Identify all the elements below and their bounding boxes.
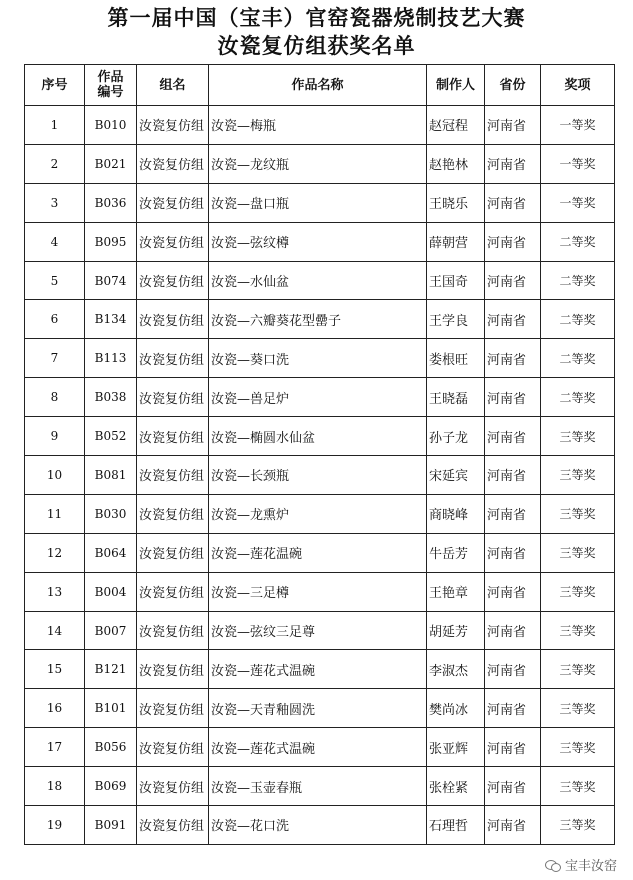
cell-group: 汝瓷复仿组 xyxy=(137,728,209,767)
header-group: 组名 xyxy=(137,65,209,106)
cell-group: 汝瓷复仿组 xyxy=(137,222,209,261)
table-row xyxy=(25,300,615,339)
cell-province: 河南省 xyxy=(485,339,541,378)
cell-name: 汝瓷—花口洗 xyxy=(209,806,427,845)
cell-code: B010 xyxy=(85,106,137,145)
cell-code: B081 xyxy=(85,456,137,495)
cell-province: 河南省 xyxy=(485,417,541,456)
cell-award: 一等奖 xyxy=(541,144,615,183)
document-title: 第一届中国（宝丰）官窑瓷器烧制技艺大赛 xyxy=(107,5,526,30)
cell-maker: 牛岳芳 xyxy=(427,533,485,572)
table-row xyxy=(25,650,615,689)
cell-idx: 14 xyxy=(25,611,85,650)
cell-code: B064 xyxy=(85,533,137,572)
cell-code: B038 xyxy=(85,378,137,417)
cell-province: 河南省 xyxy=(485,494,541,533)
cell-name: 汝瓷—玉壶春瓶 xyxy=(209,767,427,806)
cell-group: 汝瓷复仿组 xyxy=(137,261,209,300)
cell-idx: 18 xyxy=(25,767,85,806)
table-header-row xyxy=(25,65,615,106)
cell-idx: 15 xyxy=(25,650,85,689)
cell-group: 汝瓷复仿组 xyxy=(137,339,209,378)
cell-name: 汝瓷—龙熏炉 xyxy=(209,494,427,533)
table-row xyxy=(25,456,615,495)
cell-maker: 商晓峰 xyxy=(427,494,485,533)
table-row xyxy=(25,417,615,456)
cell-name: 汝瓷—龙纹瓶 xyxy=(209,144,427,183)
cell-name: 汝瓷—弦纹樽 xyxy=(209,222,427,261)
cell-group: 汝瓷复仿组 xyxy=(137,456,209,495)
cell-code: B052 xyxy=(85,417,137,456)
cell-group: 汝瓷复仿组 xyxy=(137,144,209,183)
cell-name: 汝瓷—葵口洗 xyxy=(209,339,427,378)
header-code-line2: 编号 xyxy=(97,85,124,100)
cell-code: B069 xyxy=(85,767,137,806)
cell-province: 河南省 xyxy=(485,611,541,650)
cell-group: 汝瓷复仿组 xyxy=(137,417,209,456)
cell-idx: 5 xyxy=(25,261,85,300)
cell-maker: 王学良 xyxy=(427,300,485,339)
cell-award: 三等奖 xyxy=(541,494,615,533)
cell-award: 二等奖 xyxy=(541,300,615,339)
cell-group: 汝瓷复仿组 xyxy=(137,611,209,650)
award-table xyxy=(24,64,615,845)
cell-idx: 13 xyxy=(25,572,85,611)
cell-maker: 王国奇 xyxy=(427,261,485,300)
cell-province: 河南省 xyxy=(485,572,541,611)
table-row xyxy=(25,144,615,183)
cell-award: 二等奖 xyxy=(541,261,615,300)
cell-code: B036 xyxy=(85,183,137,222)
header-code xyxy=(85,65,137,106)
cell-province: 河南省 xyxy=(485,533,541,572)
cell-group: 汝瓷复仿组 xyxy=(137,378,209,417)
cell-group: 汝瓷复仿组 xyxy=(137,300,209,339)
cell-maker: 赵艳林 xyxy=(427,144,485,183)
cell-province: 河南省 xyxy=(485,806,541,845)
cell-name: 汝瓷—弦纹三足尊 xyxy=(209,611,427,650)
cell-idx: 11 xyxy=(25,494,85,533)
cell-maker: 李淑杰 xyxy=(427,650,485,689)
table-row xyxy=(25,728,615,767)
cell-name: 汝瓷—兽足炉 xyxy=(209,378,427,417)
cell-province: 河南省 xyxy=(485,300,541,339)
cell-code: B056 xyxy=(85,728,137,767)
cell-award: 三等奖 xyxy=(541,728,615,767)
table-row xyxy=(25,806,615,845)
table-row xyxy=(25,183,615,222)
cell-code: B074 xyxy=(85,261,137,300)
cell-province: 河南省 xyxy=(485,261,541,300)
cell-province: 河南省 xyxy=(485,456,541,495)
cell-idx: 12 xyxy=(25,533,85,572)
cell-award: 三等奖 xyxy=(541,767,615,806)
cell-idx: 3 xyxy=(25,183,85,222)
cell-maker: 王晓乐 xyxy=(427,183,485,222)
cell-idx: 1 xyxy=(25,106,85,145)
cell-province: 河南省 xyxy=(485,728,541,767)
header-province: 省份 xyxy=(485,65,541,106)
header-name: 作品名称 xyxy=(209,65,427,106)
cell-code: B021 xyxy=(85,144,137,183)
cell-award: 二等奖 xyxy=(541,378,615,417)
cell-idx: 19 xyxy=(25,806,85,845)
cell-idx: 6 xyxy=(25,300,85,339)
cell-award: 三等奖 xyxy=(541,456,615,495)
cell-award: 三等奖 xyxy=(541,806,615,845)
cell-award: 二等奖 xyxy=(541,222,615,261)
cell-code: B101 xyxy=(85,689,137,728)
cell-maker: 赵冠程 xyxy=(427,106,485,145)
cell-idx: 8 xyxy=(25,378,85,417)
cell-name: 汝瓷—莲花式温碗 xyxy=(209,728,427,767)
cell-idx: 17 xyxy=(25,728,85,767)
table-row xyxy=(25,572,615,611)
table-row xyxy=(25,767,615,806)
cell-name: 汝瓷—莲花温碗 xyxy=(209,533,427,572)
table-row xyxy=(25,611,615,650)
cell-maker: 娄根旺 xyxy=(427,339,485,378)
cell-maker: 薛朝营 xyxy=(427,222,485,261)
header-award: 奖项 xyxy=(541,65,615,106)
document-subtitle: 汝瓷复仿组获奖名单 xyxy=(217,33,416,58)
cell-province: 河南省 xyxy=(485,183,541,222)
table-row xyxy=(25,494,615,533)
cell-award: 三等奖 xyxy=(541,417,615,456)
cell-maker: 孙子龙 xyxy=(427,417,485,456)
table-row xyxy=(25,533,615,572)
cell-name: 汝瓷—梅瓶 xyxy=(209,106,427,145)
cell-code: B113 xyxy=(85,339,137,378)
cell-idx: 2 xyxy=(25,144,85,183)
cell-maker: 樊尚冰 xyxy=(427,689,485,728)
cell-code: B007 xyxy=(85,611,137,650)
cell-maker: 石理哲 xyxy=(427,806,485,845)
cell-name: 汝瓷—水仙盆 xyxy=(209,261,427,300)
cell-group: 汝瓷复仿组 xyxy=(137,689,209,728)
cell-award: 一等奖 xyxy=(541,183,615,222)
cell-group: 汝瓷复仿组 xyxy=(137,533,209,572)
cell-group: 汝瓷复仿组 xyxy=(137,106,209,145)
cell-name: 汝瓷—盘口瓶 xyxy=(209,183,427,222)
cell-idx: 7 xyxy=(25,339,85,378)
watermark-text: 宝丰汝窑 xyxy=(564,859,617,874)
cell-group: 汝瓷复仿组 xyxy=(137,183,209,222)
table-row xyxy=(25,261,615,300)
cell-province: 河南省 xyxy=(485,222,541,261)
table-row xyxy=(25,222,615,261)
cell-idx: 9 xyxy=(25,417,85,456)
header-idx: 序号 xyxy=(25,65,85,106)
cell-name: 汝瓷—六瓣葵花型罍子 xyxy=(209,300,427,339)
cell-province: 河南省 xyxy=(485,689,541,728)
cell-award: 三等奖 xyxy=(541,572,615,611)
header-code-line1: 作品 xyxy=(97,70,124,85)
cell-maker: 王晓磊 xyxy=(427,378,485,417)
cell-code: B095 xyxy=(85,222,137,261)
cell-group: 汝瓷复仿组 xyxy=(137,650,209,689)
cell-province: 河南省 xyxy=(485,144,541,183)
cell-code: B121 xyxy=(85,650,137,689)
cell-award: 一等奖 xyxy=(541,106,615,145)
cell-name: 汝瓷—莲花式温碗 xyxy=(209,650,427,689)
cell-name: 汝瓷—长颈瓶 xyxy=(209,456,427,495)
cell-idx: 10 xyxy=(25,456,85,495)
table-row xyxy=(25,689,615,728)
cell-maker: 王艳章 xyxy=(427,572,485,611)
cell-code: B030 xyxy=(85,494,137,533)
cell-province: 河南省 xyxy=(485,378,541,417)
cell-group: 汝瓷复仿组 xyxy=(137,806,209,845)
table-row xyxy=(25,339,615,378)
cell-name: 汝瓷—椭圆水仙盆 xyxy=(209,417,427,456)
watermark xyxy=(545,855,617,874)
cell-code: B134 xyxy=(85,300,137,339)
cell-group: 汝瓷复仿组 xyxy=(137,494,209,533)
wechat-icon xyxy=(545,859,561,871)
cell-maker: 宋延宾 xyxy=(427,456,485,495)
cell-maker: 胡延芳 xyxy=(427,611,485,650)
cell-idx: 16 xyxy=(25,689,85,728)
cell-name: 汝瓷—三足樽 xyxy=(209,572,427,611)
cell-award: 三等奖 xyxy=(541,650,615,689)
cell-award: 三等奖 xyxy=(541,689,615,728)
cell-province: 河南省 xyxy=(485,106,541,145)
cell-code: B091 xyxy=(85,806,137,845)
table-row xyxy=(25,106,615,145)
cell-name: 汝瓷—天青釉圆洗 xyxy=(209,689,427,728)
cell-maker: 张亚辉 xyxy=(427,728,485,767)
cell-award: 三等奖 xyxy=(541,533,615,572)
cell-province: 河南省 xyxy=(485,767,541,806)
cell-idx: 4 xyxy=(25,222,85,261)
cell-award: 三等奖 xyxy=(541,611,615,650)
header-maker: 制作人 xyxy=(427,65,485,106)
cell-maker: 张栓紧 xyxy=(427,767,485,806)
cell-group: 汝瓷复仿组 xyxy=(137,572,209,611)
cell-group: 汝瓷复仿组 xyxy=(137,767,209,806)
cell-province: 河南省 xyxy=(485,650,541,689)
cell-award: 二等奖 xyxy=(541,339,615,378)
table-row xyxy=(25,378,615,417)
cell-code: B004 xyxy=(85,572,137,611)
